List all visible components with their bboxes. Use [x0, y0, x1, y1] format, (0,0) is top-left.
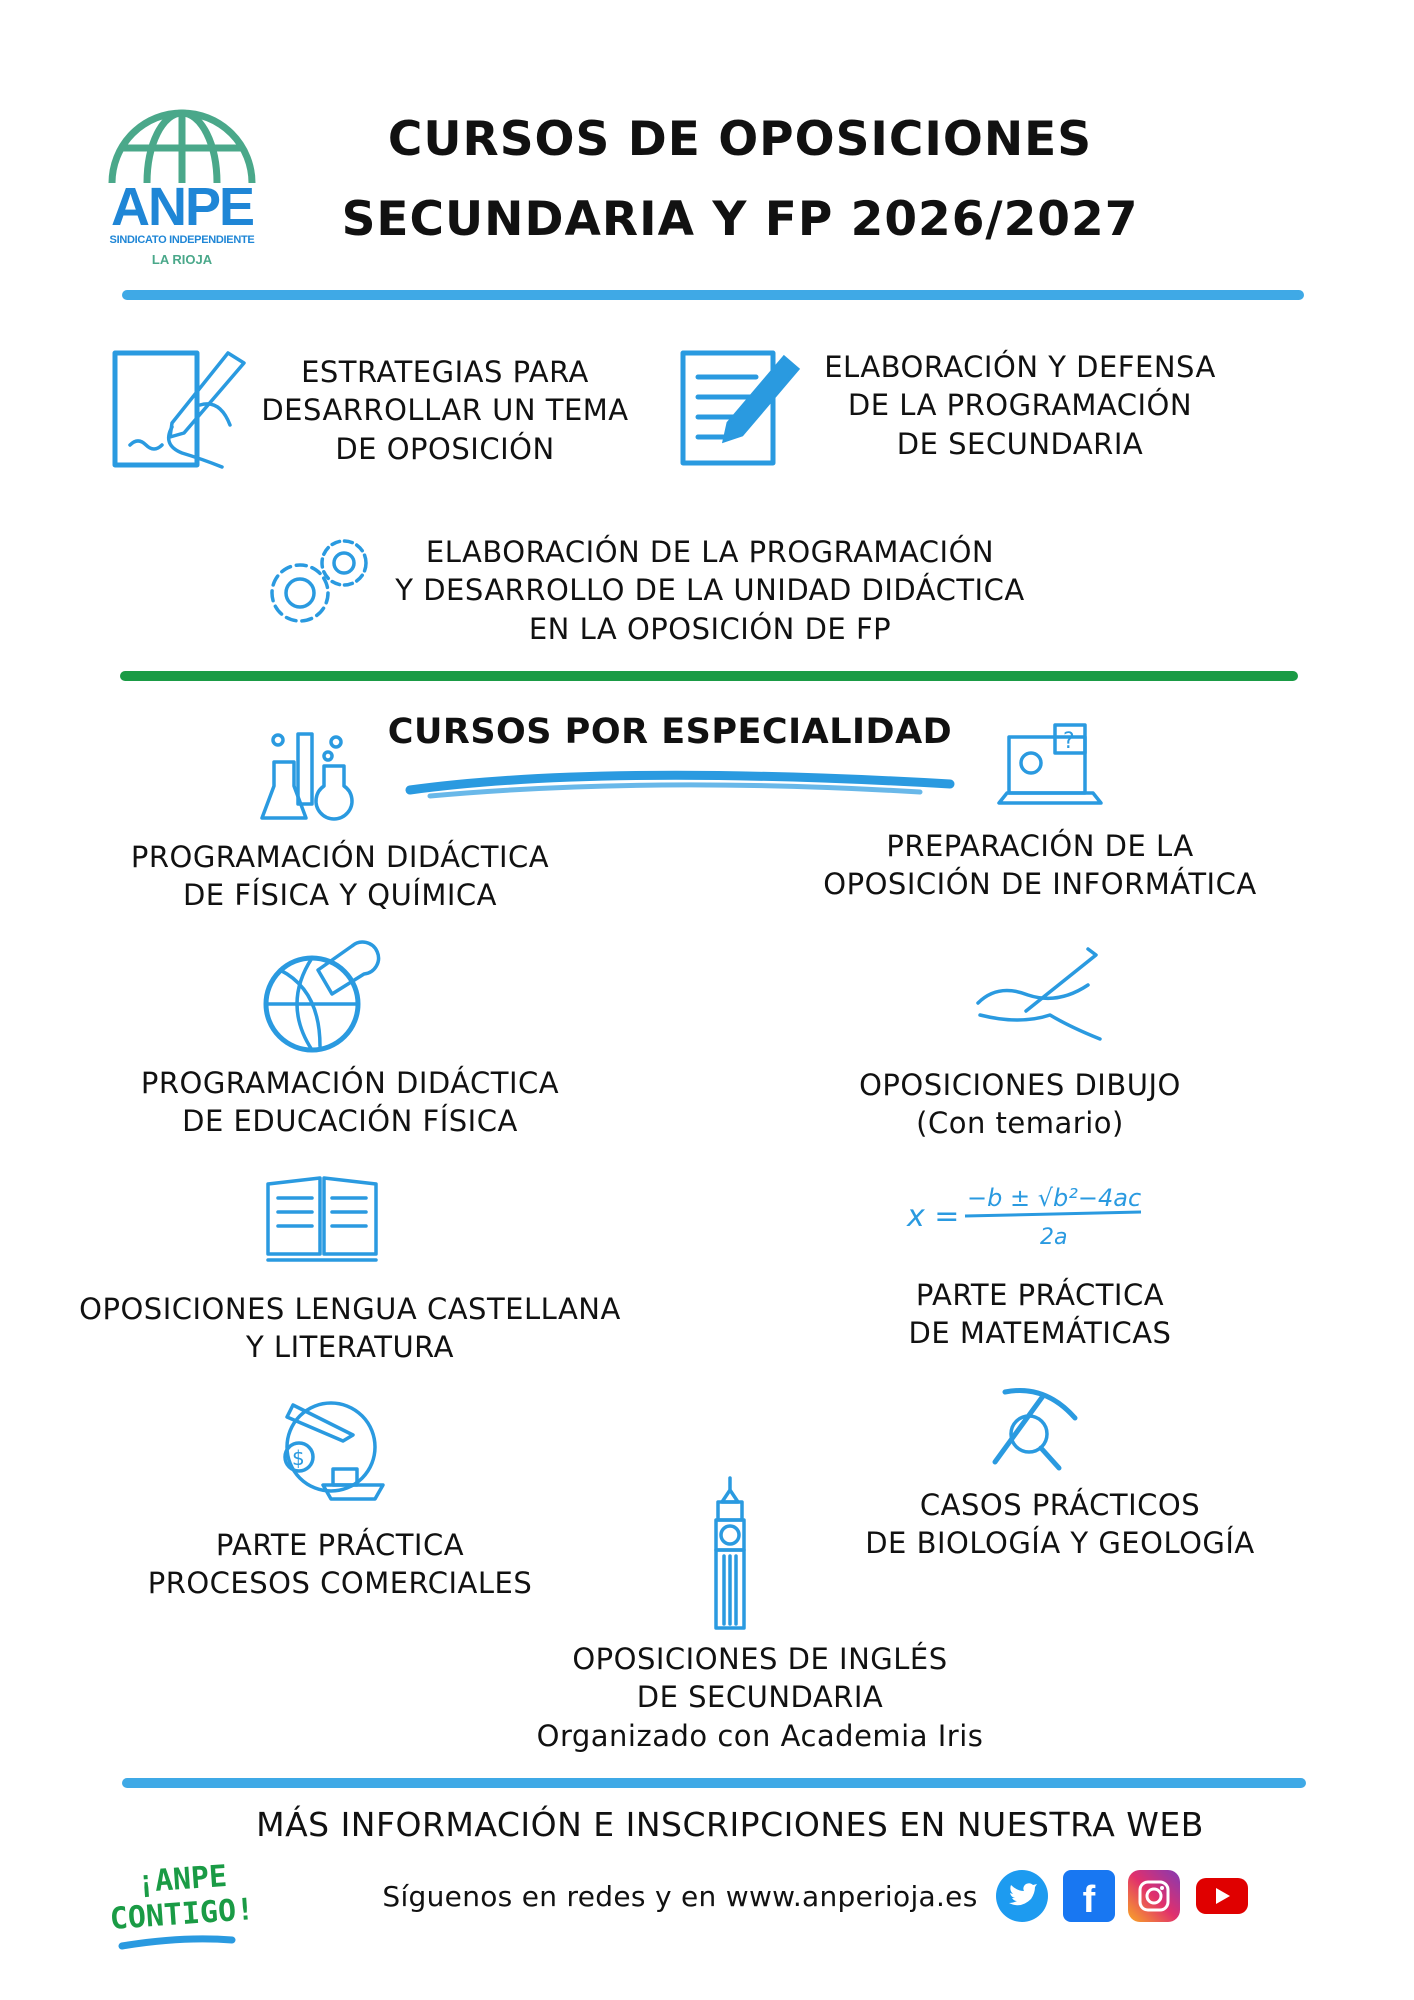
facebook-icon[interactable]: f: [1063, 1870, 1115, 1922]
course-line: OPOSICIÓN DE INFORMÁTICA: [823, 867, 1257, 902]
course-line: ELABORACIÓN Y DEFENSA: [824, 350, 1216, 384]
logo-subtitle: SINDICATO INDEPENDIENTE: [109, 234, 255, 246]
course-line: PARTE PRÁCTICA: [915, 1278, 1165, 1312]
drawing-hand-icon: [968, 943, 1118, 1043]
course-line: PROCESOS COMERCIALES: [147, 1566, 533, 1601]
course-line: DESARROLLAR UN TEMA: [261, 393, 629, 428]
course-line: EN LA OPOSICIÓN DE FP: [528, 611, 892, 646]
course-line: Y DESARROLLO DE LA UNIDAD DIDÁCTICA: [395, 573, 1025, 608]
course-line: DE MATEMÁTICAS: [908, 1316, 1172, 1351]
gears-icon: [262, 533, 380, 633]
logo-name: ANPE: [110, 177, 254, 237]
course-line: PARTE PRÁCTICA: [215, 1528, 465, 1562]
pickaxe-magnifier-icon: [985, 1382, 1085, 1478]
specialty-item-biologia-geologia: [800, 1486, 1320, 1563]
course-line: DE SECUNDARIA: [896, 426, 1144, 461]
more-info-text: MÁS INFORMACIÓN E INSCRIPCIONES EN NUESTRA WEB: [256, 1805, 1204, 1844]
svg-text:?: ?: [1063, 729, 1075, 754]
youtube-icon[interactable]: [1194, 1870, 1250, 1922]
divider-top: [122, 290, 1304, 300]
twitter-icon[interactable]: [996, 1870, 1048, 1922]
divider-green: [120, 671, 1298, 681]
open-book-icon: [264, 1172, 380, 1264]
course-line: PREPARACIÓN DE LA: [886, 829, 1194, 863]
basketball-whistle-icon: [262, 940, 382, 1055]
big-ben-icon: [710, 1476, 750, 1632]
specialty-item-procesos-comerciales: [100, 1526, 580, 1603]
course-note: Organizado con Academia Iris: [536, 1718, 984, 1753]
writing-hand-icon: [110, 345, 255, 470]
course-line: DE OPOSICIÓN: [335, 431, 555, 466]
course-line: DE BIOLOGÍA Y GEOLOGÍA: [865, 1526, 1255, 1561]
global-trade-icon: [263, 1395, 389, 1505]
svg-text:$: $: [292, 1446, 305, 1470]
specialty-item-dibujo: [790, 1066, 1250, 1143]
course-line: DE SECUNDARIA: [636, 1680, 884, 1715]
course-line: DE LA PROGRAMACIÓN: [847, 388, 1193, 423]
follow-text: Síguenos en redes y en www.anperioja.es: [382, 1880, 978, 1913]
page-title: [300, 100, 1180, 260]
logo-region: LA RIOJA: [151, 252, 213, 267]
course-line: DE FÍSICA Y QUÍMICA: [182, 878, 498, 913]
document-pen-icon: [678, 345, 803, 470]
badge-line-1: ¡ANPE: [135, 1858, 229, 1901]
specialty-item-informatica: [800, 827, 1280, 904]
course-line: Y LITERATURA: [246, 1330, 454, 1365]
quadratic-formula-icon: [905, 1176, 1145, 1250]
course-item-unidad-didactica: [370, 533, 1050, 648]
laptop-question-icon: [995, 723, 1105, 813]
badge-line-2: CONTIGO!: [108, 1892, 256, 1937]
title-line-2: SECUNDARIA Y FP 2026/2027: [341, 191, 1139, 247]
course-line: (Con temario): [916, 1106, 1124, 1141]
specialty-item-lengua: [60, 1290, 640, 1367]
course-line: DE EDUCACIÓN FÍSICA: [182, 1104, 518, 1139]
specialty-item-fisica-quimica: [100, 838, 580, 915]
course-line: PROGRAMACIÓN DIDÁCTICA: [130, 840, 550, 874]
course-line: OPOSICIONES LENGUA CASTELLANA: [79, 1292, 621, 1326]
svg-text:−b ± √b²−4ac: −b ± √b²−4ac: [967, 1184, 1142, 1212]
course-line: PROGRAMACIÓN DIDÁCTICA: [140, 1066, 560, 1100]
divider-bottom: [122, 1778, 1306, 1788]
svg-text:x =: x =: [907, 1199, 960, 1234]
course-line: OPOSICIONES DIBUJO: [859, 1068, 1181, 1102]
course-line: ESTRATEGIAS PARA: [301, 355, 589, 389]
title-line-1: CURSOS DE OPOSICIONES: [387, 112, 1093, 167]
course-item-programacion-secundaria: [800, 348, 1240, 463]
specialty-item-matematicas: [800, 1276, 1280, 1353]
course-line: ELABORACIÓN DE LA PROGRAMACIÓN: [425, 535, 995, 569]
course-line: OPOSICIONES DE INGLÉS: [572, 1642, 948, 1676]
specialty-heading: CURSOS POR ESPECIALIDAD: [387, 712, 953, 752]
course-item-tema: [250, 353, 640, 468]
specialty-item-educacion-fisica: [110, 1064, 590, 1141]
lab-flasks-icon: [258, 726, 360, 826]
specialty-item-ingles: [500, 1640, 1020, 1755]
brush-underline: [400, 762, 960, 802]
anpe-contigo-badge: [102, 1858, 262, 1972]
anpe-logo: [92, 88, 272, 278]
course-line: CASOS PRÁCTICOS: [919, 1488, 1201, 1522]
instagram-icon[interactable]: [1128, 1870, 1180, 1922]
svg-text:2a: 2a: [1040, 1225, 1068, 1250]
